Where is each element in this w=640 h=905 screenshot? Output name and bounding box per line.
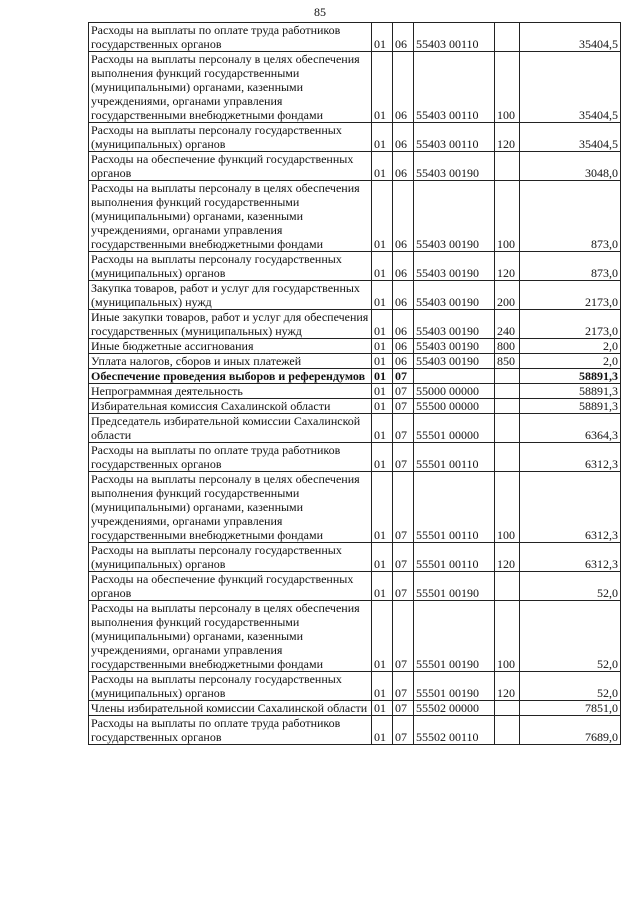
table-row (89, 281, 621, 310)
subsection-code-cell: 06 (393, 152, 414, 181)
expense-type-cell (495, 369, 520, 384)
expense-type-cell (495, 399, 520, 414)
target-article-cell: 55502 00110 (414, 716, 495, 745)
amount-cell: 6312,3 (520, 543, 621, 572)
subsection-code-cell: 07 (393, 472, 414, 543)
amount-cell: 52,0 (520, 601, 621, 672)
row-name-cell: Иные бюджетные ассигнования (89, 339, 372, 354)
expense-type-cell: 120 (495, 123, 520, 152)
target-article-cell: 55403 00110 (414, 23, 495, 52)
amount-cell: 52,0 (520, 572, 621, 601)
target-article-cell: 55000 00000 (414, 384, 495, 399)
section-code-cell: 01 (372, 339, 393, 354)
table-row (89, 443, 621, 472)
subsection-code-cell: 07 (393, 716, 414, 745)
row-name-cell: Члены избирательной комиссии Сахалинской области (89, 701, 372, 716)
table-row (89, 310, 621, 339)
row-name-cell: Расходы на выплаты персоналу государственных (муниципальных) органов (89, 123, 372, 152)
subsection-code-cell: 06 (393, 23, 414, 52)
amount-cell: 35404,5 (520, 23, 621, 52)
target-article-cell: 55502 00000 (414, 701, 495, 716)
table-row (89, 543, 621, 572)
table-row (89, 472, 621, 543)
table-row (89, 399, 621, 414)
amount-cell: 6364,3 (520, 414, 621, 443)
section-code-cell: 01 (372, 354, 393, 369)
amount-cell: 3048,0 (520, 152, 621, 181)
row-name-cell: Закупка товаров, работ и услуг для государственных (муниципальных) нужд (89, 281, 372, 310)
subsection-code-cell: 07 (393, 601, 414, 672)
amount-cell: 52,0 (520, 672, 621, 701)
table-row (89, 354, 621, 369)
subsection-code-cell: 06 (393, 354, 414, 369)
section-code-cell: 01 (372, 572, 393, 601)
amount-cell: 58891,3 (520, 369, 621, 384)
target-article-cell: 55501 00000 (414, 414, 495, 443)
subsection-code-cell: 06 (393, 310, 414, 339)
row-name-cell: Расходы на обеспечение функций государственных органов (89, 572, 372, 601)
section-code-cell: 01 (372, 414, 393, 443)
expense-type-cell: 120 (495, 543, 520, 572)
target-article-cell: 55403 00190 (414, 281, 495, 310)
row-name-cell: Расходы на выплаты персоналу в целях обеспечения выполнения функций государственными (муниципальными) органами, казенными учреждениями, органами управления государственными внебюджетными фондами (89, 52, 372, 123)
target-article-cell: 55403 00110 (414, 52, 495, 123)
expense-type-cell (495, 443, 520, 472)
section-code-cell: 01 (372, 52, 393, 123)
expense-type-cell: 100 (495, 181, 520, 252)
table-row (89, 414, 621, 443)
table-row (89, 181, 621, 252)
row-name-cell: Расходы на выплаты по оплате труда работников государственных органов (89, 443, 372, 472)
table-row (89, 339, 621, 354)
target-article-cell: 55501 00110 (414, 543, 495, 572)
subsection-code-cell: 06 (393, 52, 414, 123)
amount-cell: 7851,0 (520, 701, 621, 716)
expense-type-cell: 240 (495, 310, 520, 339)
row-name-cell: Уплата налогов, сборов и иных платежей (89, 354, 372, 369)
section-code-cell: 01 (372, 399, 393, 414)
expense-type-cell (495, 701, 520, 716)
table-row (89, 601, 621, 672)
amount-cell: 2,0 (520, 339, 621, 354)
amount-cell: 873,0 (520, 252, 621, 281)
amount-cell: 6312,3 (520, 443, 621, 472)
target-article-cell: 55501 00190 (414, 672, 495, 701)
row-name-cell: Обеспечение проведения выборов и референдумов (89, 369, 372, 384)
row-name-cell: Расходы на выплаты персоналу государственных (муниципальных) органов (89, 543, 372, 572)
amount-cell: 6312,3 (520, 472, 621, 543)
target-article-cell (414, 369, 495, 384)
subsection-code-cell: 07 (393, 543, 414, 572)
budget-table (88, 22, 621, 745)
subsection-code-cell: 07 (393, 572, 414, 601)
table-row (89, 572, 621, 601)
target-article-cell: 55501 00190 (414, 601, 495, 672)
expense-type-cell: 800 (495, 339, 520, 354)
expense-type-cell: 100 (495, 472, 520, 543)
section-code-cell: 01 (372, 152, 393, 181)
amount-cell: 58891,3 (520, 384, 621, 399)
subsection-code-cell: 07 (393, 384, 414, 399)
subsection-code-cell: 06 (393, 339, 414, 354)
row-name-cell: Расходы на обеспечение функций государственных органов (89, 152, 372, 181)
expense-type-cell (495, 572, 520, 601)
expense-type-cell (495, 414, 520, 443)
table-row (89, 123, 621, 152)
target-article-cell: 55403 00190 (414, 339, 495, 354)
target-article-cell: 55403 00190 (414, 252, 495, 281)
amount-cell: 2173,0 (520, 281, 621, 310)
section-code-cell: 01 (372, 181, 393, 252)
row-name-cell: Расходы на выплаты персоналу в целях обеспечения выполнения функций государственными (муниципальными) органами, казенными учреждениями, органами управления государственными внебюджетными фондами (89, 472, 372, 543)
subsection-code-cell: 06 (393, 181, 414, 252)
row-name-cell: Непрограммная деятельность (89, 384, 372, 399)
section-code-cell: 01 (372, 543, 393, 572)
expense-type-cell: 200 (495, 281, 520, 310)
row-name-cell: Иные закупки товаров, работ и услуг для обеспечения государственных (муниципальных) нужд (89, 310, 372, 339)
section-code-cell: 01 (372, 252, 393, 281)
row-name-cell: Расходы на выплаты персоналу в целях обеспечения выполнения функций государственными (муниципальными) органами, казенными учреждениями, органами управления государственными внебюджетными фондами (89, 601, 372, 672)
target-article-cell: 55403 00190 (414, 310, 495, 339)
page-number: 85 (314, 5, 326, 19)
section-code-cell: 01 (372, 23, 393, 52)
table-row (89, 52, 621, 123)
target-article-cell: 55501 00110 (414, 472, 495, 543)
target-article-cell: 55403 00190 (414, 152, 495, 181)
expense-type-cell: 100 (495, 52, 520, 123)
section-code-cell: 01 (372, 672, 393, 701)
expense-type-cell: 120 (495, 672, 520, 701)
target-article-cell: 55403 00110 (414, 123, 495, 152)
expense-type-cell (495, 152, 520, 181)
amount-cell: 2,0 (520, 354, 621, 369)
subsection-code-cell: 07 (393, 414, 414, 443)
row-name-cell: Избирательная комиссия Сахалинской области (89, 399, 372, 414)
subsection-code-cell: 06 (393, 123, 414, 152)
expense-type-cell: 850 (495, 354, 520, 369)
section-code-cell: 01 (372, 369, 393, 384)
row-name-cell: Расходы на выплаты по оплате труда работников государственных органов (89, 23, 372, 52)
section-code-cell: 01 (372, 601, 393, 672)
amount-cell: 2173,0 (520, 310, 621, 339)
table-row (89, 716, 621, 745)
section-code-cell: 01 (372, 281, 393, 310)
expense-type-cell (495, 716, 520, 745)
table-row (89, 701, 621, 716)
amount-cell: 7689,0 (520, 716, 621, 745)
section-code-cell: 01 (372, 701, 393, 716)
subsection-code-cell: 06 (393, 252, 414, 281)
table-row (89, 152, 621, 181)
table-row (89, 384, 621, 399)
row-name-cell: Расходы на выплаты персоналу государственных (муниципальных) органов (89, 252, 372, 281)
subsection-code-cell: 07 (393, 399, 414, 414)
section-code-cell: 01 (372, 310, 393, 339)
section-code-cell: 01 (372, 472, 393, 543)
amount-cell: 35404,5 (520, 123, 621, 152)
expense-type-cell (495, 23, 520, 52)
target-article-cell: 55500 00000 (414, 399, 495, 414)
target-article-cell: 55501 00110 (414, 443, 495, 472)
target-article-cell: 55501 00190 (414, 572, 495, 601)
section-code-cell: 01 (372, 123, 393, 152)
section-code-cell: 01 (372, 384, 393, 399)
amount-cell: 873,0 (520, 181, 621, 252)
section-code-cell: 01 (372, 716, 393, 745)
amount-cell: 58891,3 (520, 399, 621, 414)
table-row (89, 672, 621, 701)
section-code-cell: 01 (372, 443, 393, 472)
expense-type-cell (495, 384, 520, 399)
expense-type-cell: 100 (495, 601, 520, 672)
target-article-cell: 55403 00190 (414, 181, 495, 252)
subsection-code-cell: 07 (393, 701, 414, 716)
table-row (89, 369, 621, 384)
subsection-code-cell: 06 (393, 281, 414, 310)
target-article-cell: 55403 00190 (414, 354, 495, 369)
subsection-code-cell: 07 (393, 672, 414, 701)
row-name-cell: Расходы на выплаты по оплате труда работников государственных органов (89, 716, 372, 745)
table-row (89, 252, 621, 281)
subsection-code-cell: 07 (393, 443, 414, 472)
row-name-cell: Расходы на выплаты персоналу в целях обеспечения выполнения функций государственными (муниципальными) органами, казенными учреждениями, органами управления государственными внебюджетными фондами (89, 181, 372, 252)
row-name-cell: Расходы на выплаты персоналу государственных (муниципальных) органов (89, 672, 372, 701)
expense-type-cell: 120 (495, 252, 520, 281)
subsection-code-cell: 07 (393, 369, 414, 384)
amount-cell: 35404,5 (520, 52, 621, 123)
row-name-cell: Председатель избирательной комиссии Сахалинской области (89, 414, 372, 443)
table-row (89, 23, 621, 52)
